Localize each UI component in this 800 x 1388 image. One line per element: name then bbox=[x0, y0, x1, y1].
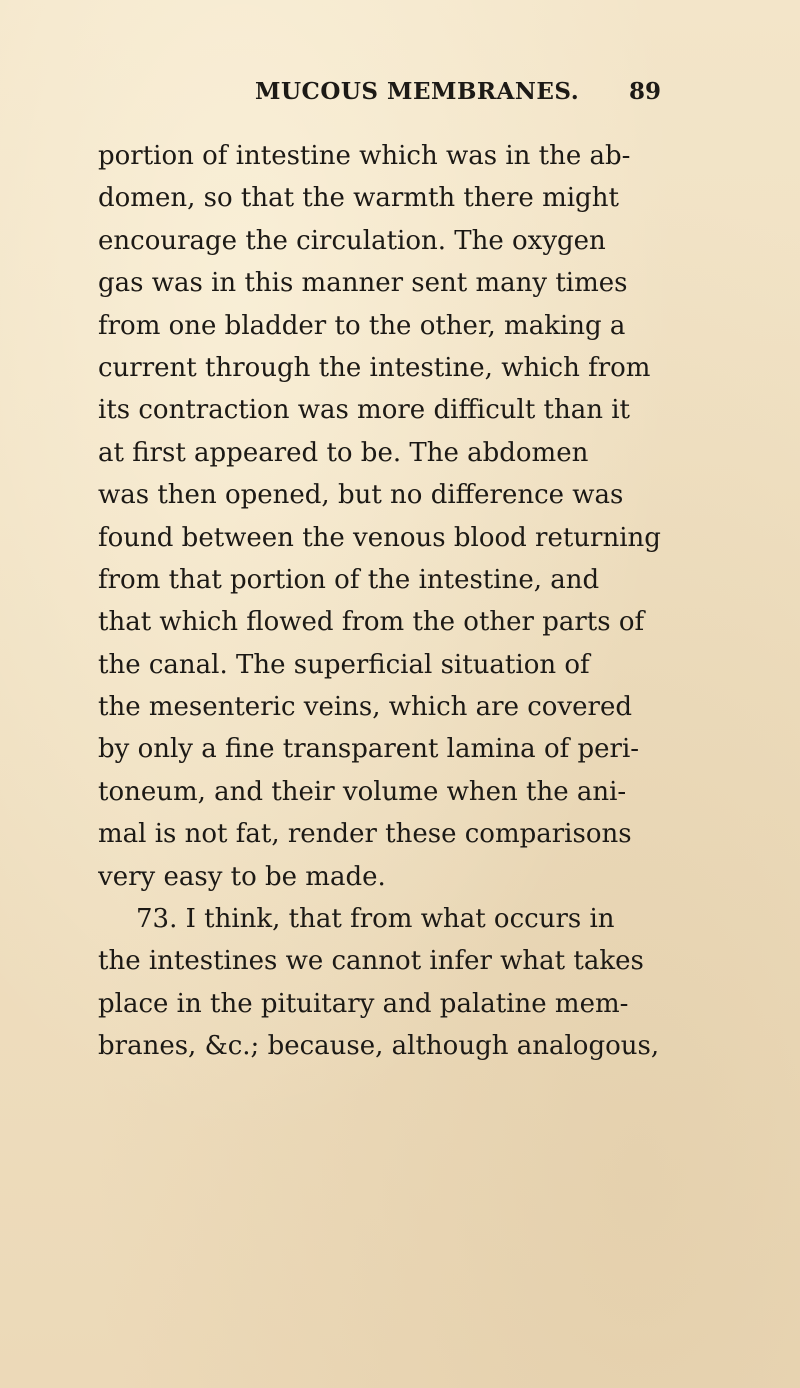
text-line: by only a fine transparent lamina of peri- bbox=[98, 734, 640, 765]
text-line: encourage the circulation. The oxygen bbox=[98, 225, 606, 256]
running-head bbox=[0, 78, 800, 112]
text-line: the canal. The superficial situation of bbox=[98, 649, 590, 680]
text-line: portion of intestine which was in the ab- bbox=[98, 141, 631, 171]
text-line: mal is not fat, render these comparisons bbox=[98, 819, 632, 850]
text-line: at first appeared to be. The abdomen bbox=[98, 437, 589, 468]
text-line: found between the venous blood returning bbox=[98, 522, 661, 553]
text-line: place in the pituitary and palatine mem- bbox=[98, 988, 629, 1019]
text-line: its contraction was more difficult than it bbox=[98, 395, 630, 426]
text-line: from one bladder to the other, making a bbox=[98, 310, 626, 341]
text-line: from that portion of the intestine, and bbox=[98, 564, 600, 595]
body-text bbox=[98, 135, 718, 1068]
text-line: very easy to be made. bbox=[98, 861, 386, 892]
text-line: the mesenteric veins, which are covered bbox=[98, 692, 632, 723]
text-line: gas was in this manner sent many times bbox=[98, 268, 628, 299]
page-number: 89 bbox=[629, 78, 662, 105]
paragraph-start-line: 73. I think, that from what occurs in bbox=[136, 904, 615, 935]
text-line: branes, &c.; because, although analogous, bbox=[98, 1031, 660, 1062]
text-line: current through the intestine, which from bbox=[98, 352, 651, 383]
text-line: domen, so that the warmth there might bbox=[98, 183, 619, 214]
text-line: that which flowed from the other parts of bbox=[98, 607, 645, 638]
running-title: MUCOUS MEMBRANES. bbox=[255, 78, 580, 105]
text-line: was then opened, but no difference was bbox=[98, 480, 624, 511]
text-line: toneum, and their volume when the ani- bbox=[98, 776, 627, 807]
text-line: the intestines we cannot infer what takes bbox=[98, 946, 644, 977]
